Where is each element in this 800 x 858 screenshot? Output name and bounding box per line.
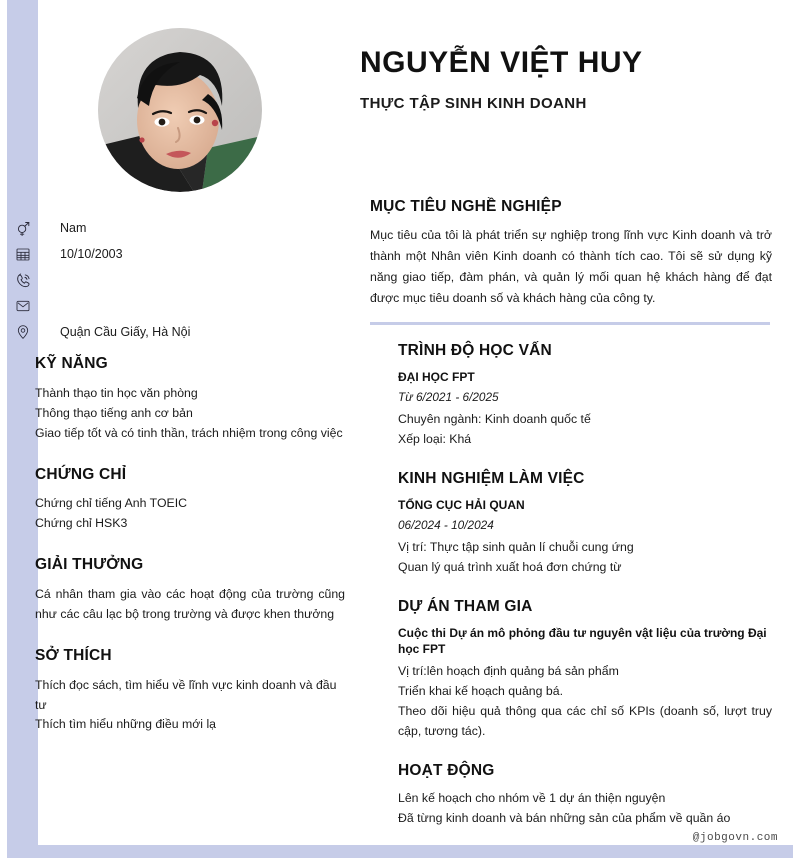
project-line: Theo dõi hiệu quả thông qua các chỉ số KPIs (doanh số, lượt truy cập, tương tác). (398, 704, 772, 738)
education-line: Chuyên ngành: Kinh doanh quốc tế (398, 412, 591, 427)
contact-address-value: Quận Cầu Giấy, Hà Nội (60, 324, 191, 339)
section-objective (370, 198, 772, 309)
certificates-heading: CHỨNG CHỈ (35, 465, 127, 483)
location-pin-icon (12, 319, 34, 345)
hobbies-item: Thích tìm hiểu những điều mới lạ (35, 717, 217, 732)
activities-heading: HOẠT ĐỘNG (398, 761, 495, 779)
experience-line: Vị trí: Thực tập sinh quản lí chuỗi cung ứng (398, 540, 634, 554)
certificates-item: Chứng chỉ tiếng Anh TOEIC (35, 496, 188, 511)
hobbies-heading: SỞ THÍCH (35, 646, 112, 664)
project-title: Cuộc thi Dự án mô phỏng đầu tư nguyên vật liệu của trường Đại học FPT (398, 625, 767, 657)
contact-row-phone (60, 267, 340, 293)
section-projects (398, 598, 772, 742)
right-column (398, 342, 772, 848)
contact-gender-value: Nam (60, 220, 87, 235)
left-column (35, 355, 345, 757)
calendar-icon (12, 241, 34, 267)
hobbies-item: Thích đọc sách, tìm hiểu về lĩnh vực kinh doanh và đầu tư (35, 677, 337, 712)
project-line: Vị trí:lên hoạch định quảng bá sản phẩm (398, 664, 619, 679)
profile-photo (98, 28, 262, 192)
project-line: Triển khai kế hoạch quảng bá. (398, 684, 563, 699)
section-hobbies (35, 647, 345, 736)
skills-item: Thành thạo tin học văn phòng (35, 385, 198, 400)
objective-heading: MỤC TIÊU NGHỀ NGHIỆP (370, 198, 562, 215)
section-certificates (35, 466, 345, 535)
phone-icon (12, 267, 34, 293)
contact-row-address (60, 319, 340, 345)
contact-row-gender (60, 215, 340, 241)
contact-info (60, 215, 340, 345)
skills-item: Thông thạo tiếng anh cơ bản (35, 405, 193, 420)
gender-icon (12, 215, 34, 241)
objective-body: Mục tiêu của tôi là phát triển sự nghiệp trong lĩnh vực Kinh doanh và trở thành một Nhân viên Kinh doanh có thành tích cao. Tôi sẽ sử dụng kỹ năng giao tiếp, đàm phán, và quản lý mối quan hệ khách hàng để đạt được mục tiêu doanh số và khách hàng của công ty. (370, 227, 772, 306)
section-activities (398, 762, 772, 829)
left-accent-band (7, 0, 38, 845)
profile-photo-image (98, 28, 262, 192)
projects-heading: DỰ ÁN THAM GIA (398, 597, 533, 615)
contact-row-email (60, 293, 340, 319)
experience-date: 06/2024 - 10/2024 (398, 517, 494, 532)
awards-item: Cá nhân tham gia vào các hoạt động của trường cũng như các câu lạc bộ trong trường và được khen thưởng (35, 586, 345, 621)
cv-header (360, 46, 780, 113)
contact-row-birthdate (60, 241, 340, 267)
contact-icon-column (12, 215, 34, 345)
experience-line: Quan lý quá trình xuất hoá đơn chứng từ (398, 559, 622, 574)
certificates-item: Chứng chỉ HSK3 (35, 516, 128, 531)
site-watermark: @jobgovn.com (692, 832, 778, 844)
skills-heading: KỸ NĂNG (35, 355, 108, 372)
contact-birthdate-value: 10/10/2003 (60, 246, 123, 261)
awards-heading: GIẢI THƯỞNG (35, 556, 144, 574)
activities-line: Đã từng kinh doanh và bán những sản của phẩm về quần áo (398, 810, 731, 825)
candidate-job-title: THỰC TẬP SINH KINH DOANH (360, 94, 587, 112)
education-school: ĐẠI HỌC FPT (398, 369, 475, 384)
education-line: Xếp loại: Khá (398, 432, 472, 446)
experience-company: TỔNG CỤC HẢI QUAN (398, 497, 525, 512)
skills-item: Giao tiếp tốt và có tinh thần, trách nhiệm trong công việc (35, 425, 343, 440)
education-date: Từ 6/2021 - 6/2025 (398, 390, 499, 404)
section-divider (370, 322, 770, 325)
education-heading: TRÌNH ĐỘ HỌC VẤN (398, 342, 552, 359)
section-skills (35, 355, 345, 444)
activities-line: Lên kế hoạch cho nhóm về 1 dự án thiện nguyện (398, 790, 666, 805)
experience-heading: KINH NGHIỆM LÀM VIỆC (398, 469, 585, 487)
section-experience (398, 470, 772, 578)
email-icon (12, 293, 34, 319)
section-awards (35, 556, 345, 625)
section-education (398, 342, 772, 450)
candidate-name: NGUYỄN VIỆT HUY (360, 46, 643, 79)
